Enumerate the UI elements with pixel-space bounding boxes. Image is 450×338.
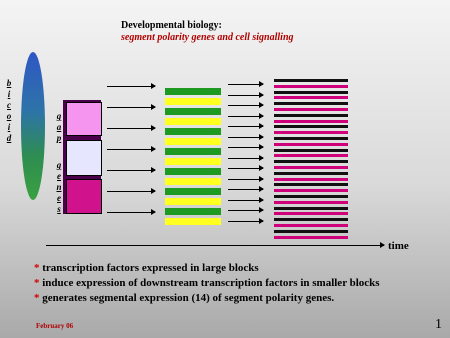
gap-block-3 bbox=[66, 179, 102, 214]
arrow-band-14 bbox=[228, 221, 263, 222]
band-1 bbox=[165, 88, 221, 95]
band-12 bbox=[165, 198, 221, 205]
page-number: 1 bbox=[435, 317, 442, 332]
arrow-band-13 bbox=[228, 210, 263, 211]
band-4 bbox=[165, 118, 221, 125]
arrow-band-4 bbox=[228, 116, 263, 117]
stripe-15 bbox=[274, 160, 348, 163]
stripe-26 bbox=[274, 224, 348, 227]
stripe-9 bbox=[274, 125, 348, 128]
band-7 bbox=[165, 148, 221, 155]
bicoid-label-letter-1: i bbox=[7, 89, 11, 99]
stripe-18 bbox=[274, 178, 348, 181]
arrow-gap-1 bbox=[107, 86, 155, 87]
band-13 bbox=[165, 208, 221, 215]
bullet-1-marker: * bbox=[34, 262, 40, 274]
bicoid-label-letter-3: o bbox=[6, 111, 12, 121]
stripe-2 bbox=[274, 85, 348, 88]
stripe-20 bbox=[274, 189, 348, 192]
genes-label-letter-2: n bbox=[56, 182, 62, 192]
stripe-12 bbox=[274, 143, 348, 146]
band-10 bbox=[165, 178, 221, 185]
bullet-3-marker: * bbox=[34, 292, 40, 304]
band-6 bbox=[165, 138, 221, 145]
arrow-band-5 bbox=[228, 126, 263, 127]
stripe-27 bbox=[274, 230, 348, 233]
arrow-band-3 bbox=[228, 105, 263, 106]
stripe-23 bbox=[274, 207, 348, 210]
genes-label-letter-1: e bbox=[57, 171, 61, 181]
stripe-11 bbox=[274, 137, 348, 140]
stripe-19 bbox=[274, 183, 348, 186]
arrow-band-12 bbox=[228, 200, 263, 201]
arrow-band-10 bbox=[228, 179, 263, 180]
stripe-10 bbox=[274, 131, 348, 134]
bicoid-label-letter-5: d bbox=[6, 133, 12, 143]
stripe-14 bbox=[274, 154, 348, 157]
arrow-band-1 bbox=[228, 84, 263, 85]
arrow-gap-2 bbox=[107, 107, 155, 108]
bullet-2-marker: * bbox=[34, 277, 40, 289]
footer-date: February 06 bbox=[36, 322, 74, 330]
band-2 bbox=[165, 98, 221, 105]
stripe-8 bbox=[274, 120, 348, 123]
stripe-28 bbox=[274, 236, 348, 239]
gap-block-2 bbox=[66, 140, 102, 176]
time-axis-arrow bbox=[46, 245, 384, 246]
bullet-1-text: transcription factors expressed in large blocks bbox=[42, 262, 259, 274]
arrow-band-6 bbox=[228, 137, 263, 138]
stripe-25 bbox=[274, 218, 348, 221]
band-11 bbox=[165, 188, 221, 195]
slide-subtitle: segment polarity genes and cell signalling bbox=[121, 32, 294, 43]
stripe-6 bbox=[274, 108, 348, 111]
bicoid-gradient-oval bbox=[21, 52, 45, 200]
band-5 bbox=[165, 128, 221, 135]
arrow-gap-6 bbox=[107, 191, 155, 192]
genes-label-letter-0: g bbox=[56, 160, 62, 170]
band-14 bbox=[165, 218, 221, 225]
gap-label-letter-1: a bbox=[56, 122, 62, 132]
bicoid-label-letter-2: c bbox=[7, 100, 11, 110]
bullet-2-text: induce expression of downstream transcription factors in smaller blocks bbox=[42, 277, 380, 289]
stripe-1 bbox=[274, 79, 348, 82]
time-label: time bbox=[388, 240, 409, 252]
stripe-3 bbox=[274, 91, 348, 94]
arrow-band-11 bbox=[228, 189, 263, 190]
arrow-gap-3 bbox=[107, 128, 155, 129]
stripe-5 bbox=[274, 102, 348, 105]
band-8 bbox=[165, 158, 221, 165]
genes-label-letter-4: s bbox=[57, 204, 61, 214]
stripe-21 bbox=[274, 195, 348, 198]
stripe-16 bbox=[274, 166, 348, 169]
bullet-3 bbox=[34, 292, 334, 304]
bicoid-label-letter-0: b bbox=[6, 78, 12, 88]
arrow-band-9 bbox=[228, 168, 263, 169]
bullet-1 bbox=[34, 262, 259, 274]
bullet-2 bbox=[34, 277, 380, 289]
gap-label-letter-2: p bbox=[56, 133, 62, 143]
stripe-22 bbox=[274, 201, 348, 204]
stripe-4 bbox=[274, 96, 348, 99]
genes-label-letter-3: e bbox=[57, 193, 61, 203]
arrow-band-7 bbox=[228, 147, 263, 148]
arrow-band-8 bbox=[228, 158, 263, 159]
stripe-17 bbox=[274, 172, 348, 175]
band-9 bbox=[165, 168, 221, 175]
bicoid-label-letter-4: i bbox=[7, 122, 11, 132]
stripe-13 bbox=[274, 149, 348, 152]
gap-label-letter-0: g bbox=[56, 111, 62, 121]
arrow-band-2 bbox=[228, 95, 263, 96]
gap-block-1 bbox=[66, 102, 102, 136]
bicoid-label bbox=[3, 78, 15, 144]
arrow-gap-5 bbox=[107, 170, 155, 171]
arrow-gap-7 bbox=[107, 212, 155, 213]
band-3 bbox=[165, 108, 221, 115]
stripe-24 bbox=[274, 212, 348, 215]
stripe-7 bbox=[274, 114, 348, 117]
slide-title: Developmental biology: bbox=[121, 20, 222, 31]
arrow-gap-4 bbox=[107, 149, 155, 150]
bullet-3-text: generates segmental expression (14) of segment polarity genes. bbox=[42, 292, 335, 304]
